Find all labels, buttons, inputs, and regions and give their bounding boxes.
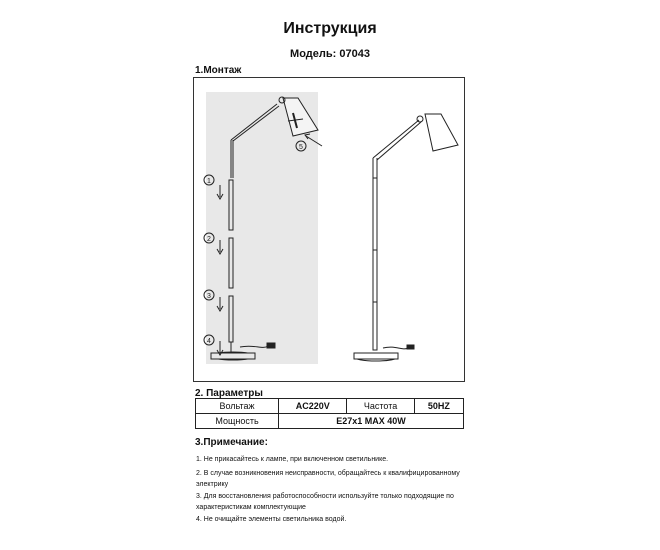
step-2-label: 2	[207, 236, 211, 243]
section-mounting-heading: 1.Монтаж	[195, 65, 242, 76]
frequency-label: Частота	[347, 399, 414, 414]
note-item: 4. Не очищайте элементы светильника водой.	[196, 516, 347, 523]
step-3-label: 3	[207, 293, 211, 300]
note-item: 2. В случае возникновения неисправности, обращайтесь к квалифицированному электрику	[196, 470, 460, 488]
frequency-value: 50HZ	[414, 399, 463, 414]
section-params-heading: 2. Параметры	[195, 388, 263, 399]
page-title: Инструкция	[283, 20, 377, 37]
step-4-label: 4	[207, 338, 211, 345]
step-1-label: 1	[207, 178, 211, 185]
table-row	[196, 399, 464, 414]
assembled-lamp-drawing	[354, 114, 458, 361]
model-number: Модель: 07043	[290, 48, 370, 60]
power-label: Мощность	[196, 414, 279, 429]
voltage-value: AC220V	[279, 399, 347, 414]
voltage-label: Вольтаж	[196, 399, 279, 414]
params-table	[195, 398, 464, 429]
power-value: E27x1 MAX 40W	[279, 414, 464, 429]
step-5-label: 5	[299, 144, 303, 151]
exploded-lamp-drawing	[204, 97, 322, 360]
section-notes-heading: 3.Примечание:	[195, 437, 268, 448]
table-row	[196, 414, 464, 429]
note-item: 3. Для восстановления работоспособности используйте только подходящие по характеристикам комплектующие	[196, 493, 454, 511]
note-item: 1. Не прикасайтесь к лампе, при включенном светильнике.	[196, 456, 389, 463]
